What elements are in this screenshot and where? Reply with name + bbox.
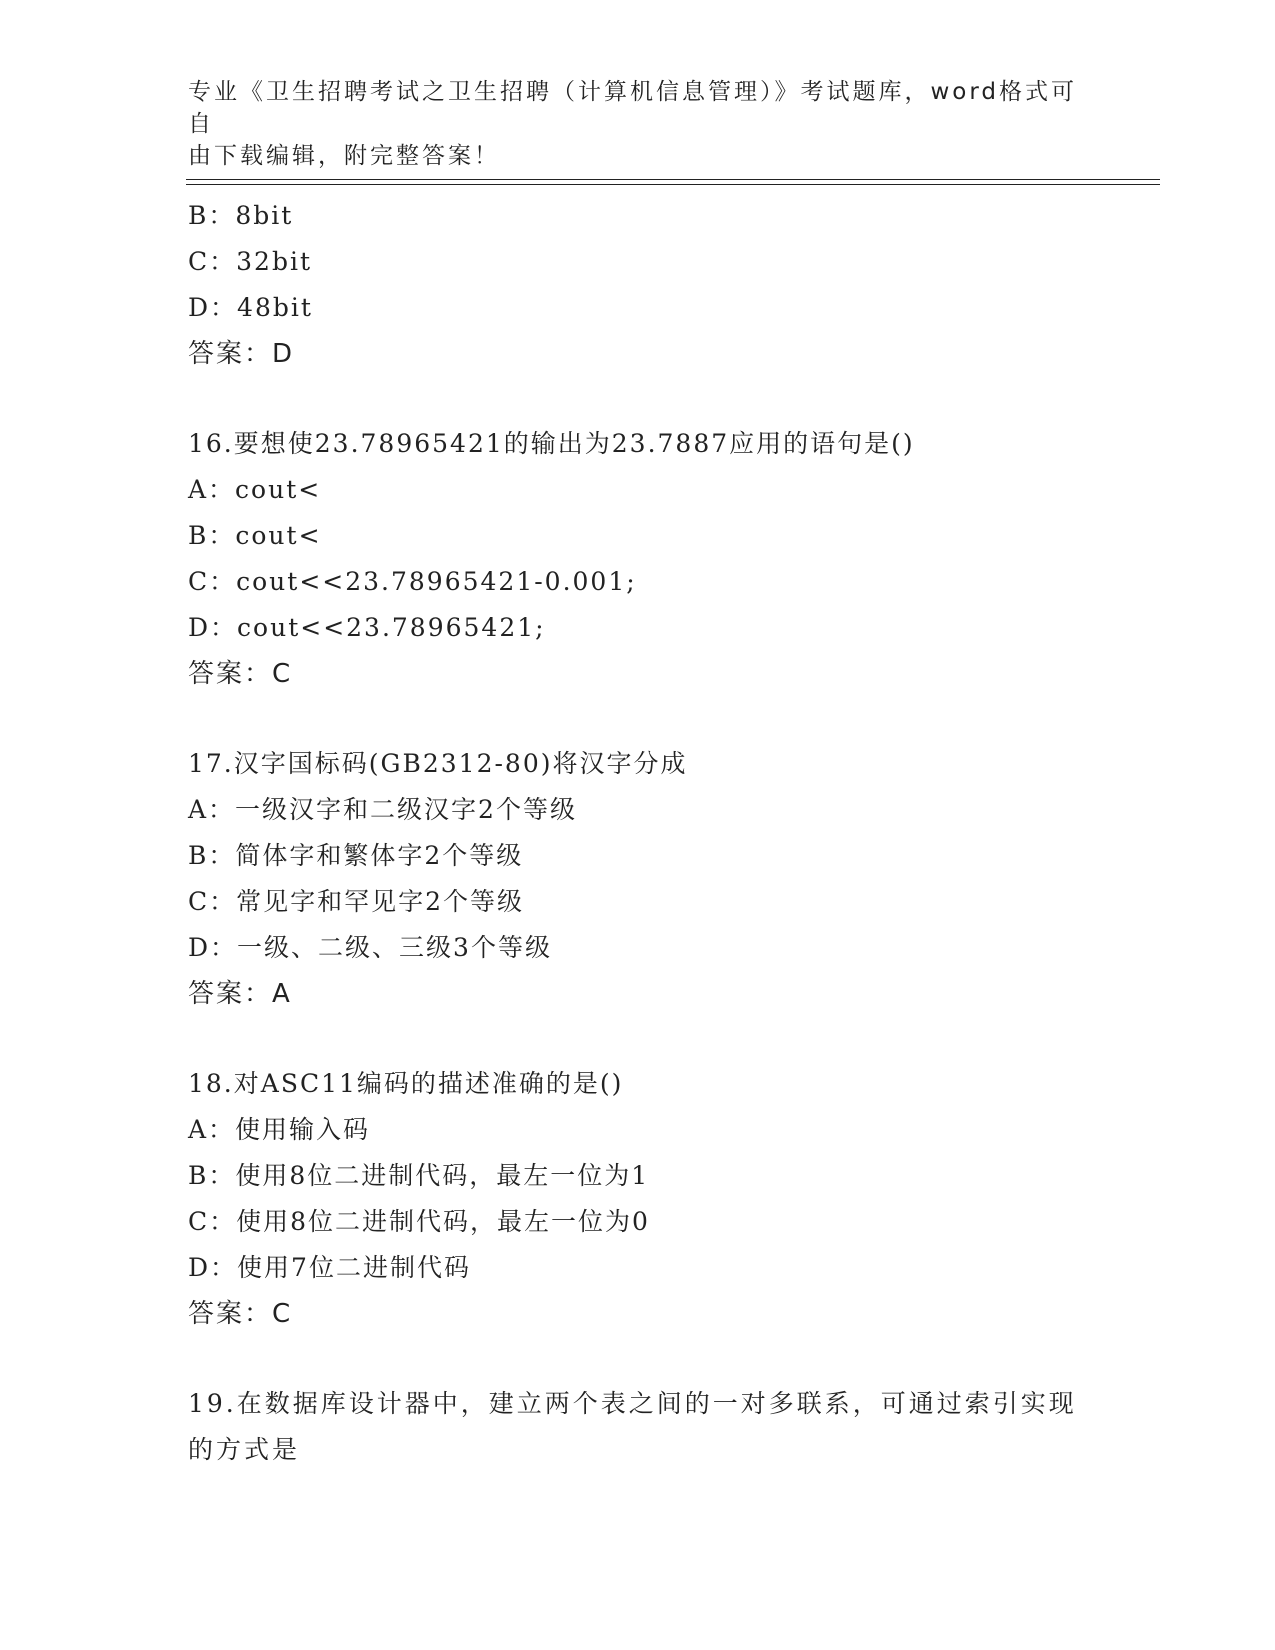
option-b: B：8bit	[188, 201, 294, 230]
question-stem: 16.要想使23.78965421的输出为23.7887应用的语句是()	[188, 429, 915, 458]
document-header	[188, 76, 1078, 172]
option-a: A：cout<	[188, 475, 322, 504]
header-line-1: 专业《卫生招聘考试之卫生招聘（计算机信息管理）》考试题库，word格式可自	[188, 79, 1078, 137]
option-a: A：使用输入码	[188, 1115, 371, 1144]
option-c: C：32bit	[188, 247, 312, 276]
option-d: D：cout<<23.78965421;	[188, 613, 546, 642]
option-d: D：一级、二级、三级3个等级	[188, 933, 552, 962]
option-d: D：48bit	[188, 293, 313, 322]
option-b: B：使用8位二进制代码，最左一位为1	[188, 1161, 650, 1190]
option-b: B：cout<	[188, 521, 322, 550]
header-divider-top	[186, 179, 1160, 180]
header-divider-bottom	[186, 184, 1160, 185]
option-c: C：使用8位二进制代码，最左一位为0	[188, 1207, 650, 1236]
question-stem: 17.汉字国标码(GB2312-80)将汉字分成	[188, 749, 688, 778]
answer-line: 答案：C	[188, 659, 293, 689]
header-line-2: 由下载编辑，附完整答案！	[188, 143, 500, 169]
option-b: B：简体字和繁体字2个等级	[188, 841, 524, 870]
option-a: A：一级汉字和二级汉字2个等级	[188, 795, 577, 824]
question-stem: 19.在数据库设计器中，建立两个表之间的一对多联系，可通过索引实现的方式是	[188, 1389, 1077, 1464]
question-stem: 18.对ASC11编码的描述准确的是()	[188, 1069, 624, 1098]
answer-line: 答案：C	[188, 1299, 293, 1329]
option-c: C：常见字和罕见字2个等级	[188, 887, 525, 916]
question-body	[188, 193, 1088, 1473]
answer-line: 答案：A	[188, 979, 292, 1009]
answer-line: 答案：D	[188, 339, 295, 369]
option-c: C：cout<<23.78965421-0.001;	[188, 567, 637, 596]
option-d: D：使用7位二进制代码	[188, 1253, 471, 1282]
